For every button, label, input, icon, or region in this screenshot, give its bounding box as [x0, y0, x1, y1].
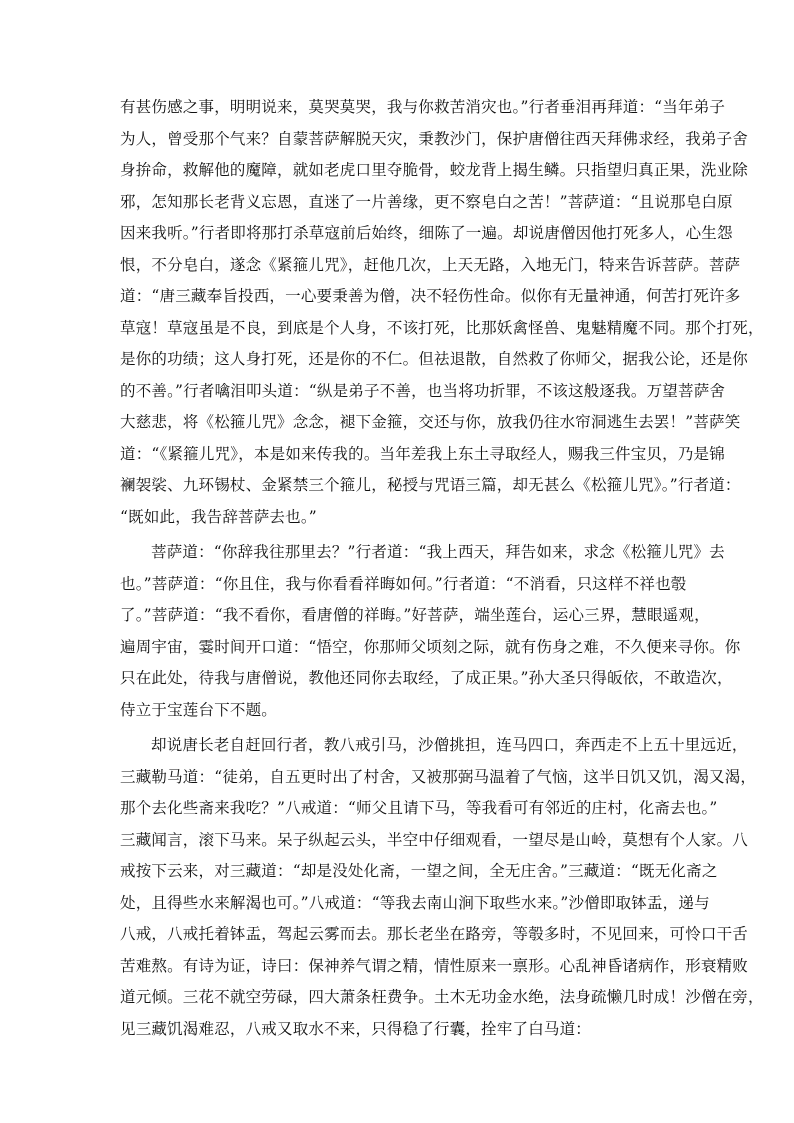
text-line: 了。”菩萨道：“我不看你，看唐僧的祥晦。”好菩萨，端坐莲台，运心三界，慧眼遥观，	[120, 606, 710, 624]
text-line: 苦难熬。有诗为证，诗曰：保神养气谓之精，情性原来一禀形。心乱神昏诸病作，形衰精败	[120, 956, 749, 975]
text-line: 三藏勒马道：“徒弟，自五更时出了村舍，又被那弼马温着了气恼，这半日饥又饥，渴又渴，	[120, 767, 757, 786]
text-line: 道元倾。三花不就空劳碌，四大萧条枉费争。土木无功金水绝，法身疏懒几时成！沙僧在旁，	[120, 988, 764, 1006]
text-line: 襕袈裟、九环锡杖、金紧禁三个箍儿，秘授与咒语三篇，却无甚么《松箍儿咒》。”行者道：	[120, 476, 741, 494]
text-line: 也。”菩萨道：“你且住，我与你看看祥晦如何。”行者道：“不消看，只这样不祥也彀	[120, 574, 687, 593]
text-line: 邪，怎知那长老背义忘恩，直迷了一片善缘，更不察皂白之苦！”菩萨道：“且说那皂白原	[120, 192, 733, 211]
text-line: 三藏闻言，滚下马来。呆子纵起云头，半空中仔细观看，一望尽是山岭，莫想有个人家。八	[120, 830, 749, 849]
text-line: 却说唐长老自赶回行者，教八戒引马，沙僧挑担，连马四口，奔西走不上五十里远近，	[151, 736, 748, 754]
paragraph	[120, 92, 764, 533]
text-line: 侍立于宝莲台下不题。	[120, 700, 278, 719]
text-line: 有甚伤感之事，明明说来，莫哭莫哭，我与你救苦消灾也。”行者垂泪再拜道：“当年弟子	[120, 98, 726, 116]
text-line: 大慈悲，将《松箍儿咒》念念，褪下金箍，交还与你，放我仍往水帘洞逃生去罢！”菩萨笑	[120, 413, 741, 431]
text-line: 处，且得些水来解渴也可。”八戒道：“等我去南山涧下取些水来。”沙僧即取钵盂，递与	[120, 893, 710, 912]
text-line: 的不善。”行者噙泪叩头道：“纵是弟子不善，也当将功折罪，不该这般逐我。万望菩萨舍	[120, 381, 726, 400]
text-line: “既如此，我告辞菩萨去也。”	[120, 507, 317, 526]
text-line: 是你的功绩；这人身打死，还是你的不仁。但祛退散，自然救了你师父，据我公论，还是你	[120, 350, 749, 368]
text-line: 只在此处，待我与唐僧说，教他还同你去取经，了成正果。”孙大圣只得皈依，不敢造次，	[120, 669, 733, 687]
text-line: 草寇！草寇虽是不良，到底是个人身，不该打死，比那妖禽怪兽、鬼魅精魔不同。那个打死，	[120, 318, 764, 337]
text-line: 那个去化些斋来我吃？”八戒道：“师父且请下马，等我看可有邻近的庄村，化斋去也。”	[120, 799, 718, 817]
text-line: 身拚命，救解他的魔障，就如老虎口里夺脆骨，蛟龙背上揭生鳞。只指望归真正果，洗业除	[120, 161, 749, 179]
text-line: 遍周宇宙，霎时间开口道：“悟空，你那师父顷刻之际，就有伤身之难，不久便来寻你。你	[120, 637, 741, 656]
text-line: 恨，不分皂白，遂念《紧箍儿咒》，赶他几次，上天无路，入地无门，特来告诉菩萨。菩萨	[120, 255, 741, 274]
text-line: 戒按下云来，对三藏道：“却是没处化斋，一望之间，全无庄舍。”三藏道：“既无化斋之	[120, 862, 718, 880]
paragraph	[120, 537, 741, 726]
paragraph	[120, 730, 764, 1045]
text-line: 菩萨道：“你辞我往那里去？”行者道：“我上西天，拜告如来，求念《松箍儿咒》去	[151, 543, 725, 561]
document-body	[120, 92, 764, 1049]
text-line: 见三藏饥渴难忍，八戒又取水不来，只得稳了行囊，拴牢了白马道：	[120, 1019, 592, 1038]
text-line: 道：“《紧箍儿咒》，本是如来传我的。当年差我上东土寻取经人，赐我三件宝贝，乃是锦	[120, 444, 725, 463]
text-line: 道：“唐三藏奉旨投西，一心要秉善为僧，决不轻伤性命。似你有无量神通，何苦打死许多	[120, 287, 741, 305]
text-line: 因来我听。”行者即将那打杀草寇前后始终，细陈了一遍。却说唐僧因他打死多人，心生怨	[120, 224, 733, 242]
text-line: 为人，曾受那个气来？自蒙菩萨解脱天灾，秉教沙门，保护唐僧往西天拜佛求经，我弟子舍	[120, 129, 749, 148]
text-line: 八戒，八戒托着钵盂，驾起云雾而去。那长老坐在路旁，等彀多时，不见回来，可怜口干舌	[120, 925, 749, 943]
